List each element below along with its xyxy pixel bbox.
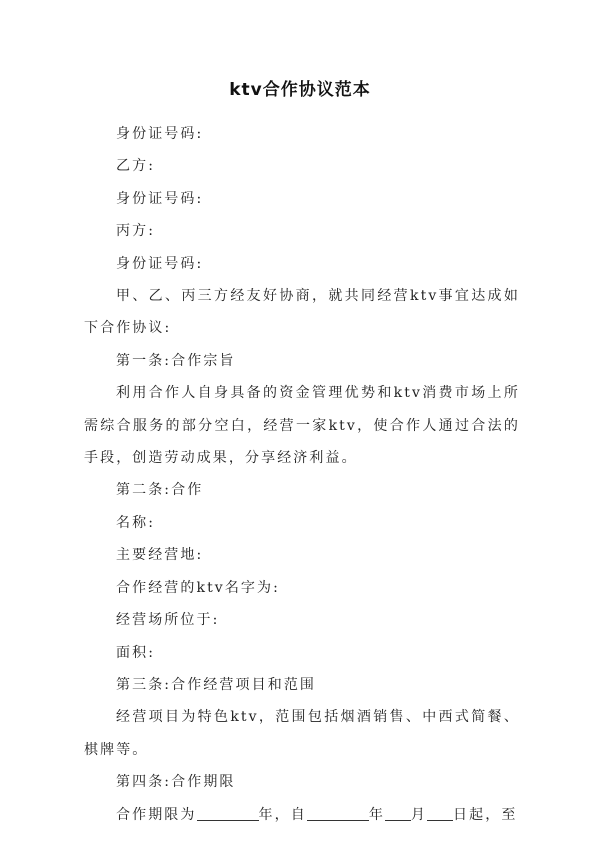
term-text-5: 日起，至 <box>453 806 518 823</box>
document-title: ktv合作协议范本 <box>229 80 371 100</box>
blank-start-year <box>307 806 369 821</box>
article-3-heading: 第三条:合作经营项目和范围 <box>116 676 317 693</box>
blank-start-day <box>427 806 453 821</box>
blank-years <box>197 806 259 821</box>
party-c-line: 丙方: <box>116 223 156 240</box>
article-3-paragraph: 经营项目为特色ktv，范围包括烟酒销售、中西式简餐、棋牌等。 <box>84 709 520 758</box>
id-number-line-party-b: 身份证号码: <box>116 190 204 207</box>
term-text-2: 年，自 <box>258 806 307 823</box>
id-number-line-party-c: 身份证号码: <box>116 255 204 272</box>
article-2-heading: 第二条:合作 <box>116 482 204 499</box>
ktv-name-line: 合作经营的ktv名字为: <box>116 579 280 596</box>
article-1-heading: 第一条:合作宗旨 <box>116 352 236 369</box>
article-4-heading: 第四条:合作期限 <box>116 774 236 791</box>
blank-start-month <box>385 806 411 821</box>
name-line: 名称: <box>116 514 156 531</box>
main-location-line: 主要经营地: <box>116 547 204 564</box>
document-body <box>84 118 520 831</box>
term-text-3: 年 <box>368 806 385 823</box>
term-text-4: 月 <box>410 806 428 823</box>
term-line <box>84 799 520 831</box>
area-line: 面积: <box>116 644 156 661</box>
term-text-1: 合作期限为 <box>116 806 197 823</box>
article-1-paragraph: 利用合作人自身具备的资金管理优势和ktv消费市场上所需综合服务的部分空白，经营一家ktv，使合作人通过合法的手段，创造劳动成果，分享经济利益。 <box>84 385 520 467</box>
venue-location-line: 经营场所位于: <box>116 612 220 629</box>
preamble-paragraph: 甲、乙、丙三方经友好协商，就共同经营ktv事宜达成如下合作协议: <box>84 288 520 337</box>
id-number-line-party-a: 身份证号码: <box>116 126 204 142</box>
party-b-line: 乙方: <box>116 158 156 175</box>
